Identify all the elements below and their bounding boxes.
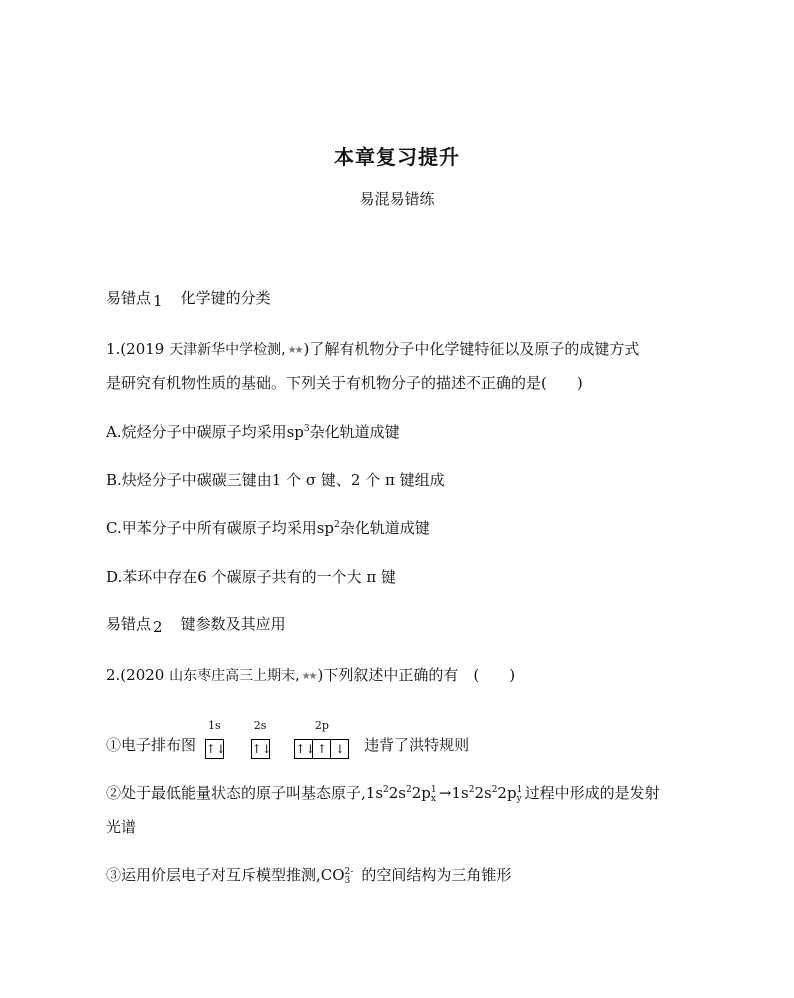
q1-option-a (106, 421, 400, 442)
orbital-2s-arrows: ↑↓ (251, 742, 272, 756)
s2-g: 过程中形成的是发射 (524, 784, 660, 802)
orbital-2s (251, 719, 272, 759)
s1-post: 违背了洪特规则 (364, 736, 470, 754)
difficulty-stars-icon: ★★ (301, 671, 316, 682)
q2-prefix: 2.(2020 (106, 666, 170, 684)
q1-source: 天津新华中学检测, (169, 342, 286, 358)
orbital-1s-box (205, 739, 224, 759)
s3-charge (344, 867, 357, 886)
q2-statement-2 (106, 782, 660, 803)
q2-text-1: )下列叙述中正确的有 ( ) (317, 666, 516, 684)
s2-b: 2s (388, 784, 406, 802)
s2-frac-y (516, 785, 525, 804)
s2-a: ②处于最低能量状态的原子叫基态原子,1s (106, 784, 384, 802)
s2-e: 2s (474, 784, 492, 802)
s2-frac-y-top: 1 (516, 785, 523, 795)
section-1-number: 1 (153, 292, 163, 310)
opt-c-post: 杂化轨道成键 (339, 519, 430, 537)
page-title: 本章复习提升 (334, 145, 460, 169)
s3-b: 的空间结构为三角锥形 (356, 866, 512, 884)
orbital-2p (294, 719, 349, 759)
opt-a-sup: 3 (303, 424, 310, 434)
q1-option-c (106, 517, 430, 538)
orbital-2p-box (294, 739, 349, 759)
section-2-heading (106, 613, 286, 634)
q2-statement-2-line-2: 光谱 (106, 818, 137, 836)
section-1-text: 化学键的分类 (180, 289, 271, 307)
s2-sup-1: 2 (383, 785, 389, 795)
s2-sup-4: 2 (491, 785, 498, 795)
section-2-label: 易错点 (106, 615, 152, 633)
s2-frac-y-bottom: y (516, 794, 522, 804)
q1-text-1: )了解有机物分子中化学键特征以及原子的成键方式 (303, 340, 640, 358)
opt-a-post: 杂化轨道成键 (309, 423, 400, 441)
s2-f: 2p (497, 784, 517, 802)
s2-c: 2p (411, 784, 431, 802)
q2-source: 山东枣庄高三上期末, (169, 668, 300, 684)
orbital-2p-arrows-2: ↑ (312, 740, 330, 758)
s3-charge-sub: 3 (344, 876, 351, 886)
orbital-2s-box (251, 739, 270, 759)
q2-statement-3 (106, 864, 511, 885)
s2-frac-x-bottom: x (430, 794, 436, 804)
opt-c-sup: 2 (334, 520, 340, 530)
s2-frac-x-top: 1 (430, 785, 437, 795)
orbital-2p-label: 2p (314, 719, 329, 732)
q1-line-2: 是研究有机物性质的基础。下列关于有机物分子的描述不正确的是( ) (106, 374, 583, 392)
section-1-label: 易错点 (106, 289, 152, 307)
s2-frac-x (430, 785, 439, 804)
page-subtitle: 易混易错练 (359, 190, 435, 208)
s2-d: →1s (438, 784, 469, 802)
difficulty-stars-icon: ★★ (287, 345, 302, 356)
q2-line-1 (106, 664, 515, 685)
orbital-1s (205, 719, 226, 759)
q1-prefix: 1.(2019 (106, 340, 170, 358)
opt-c-pre: C.甲苯分子中所有碳原子均采用sp (106, 519, 335, 537)
s1-pre: ①电子排布图 (106, 736, 197, 754)
section-2-number: 2 (153, 618, 163, 636)
s2-sup-3: 2 (468, 785, 475, 795)
s2-sup-2: 2 (406, 785, 412, 795)
orbital-1s-label: 1s (207, 719, 221, 732)
s3-charge-sup: 2- (344, 867, 354, 877)
orbital-2p-arrows-3: ↓ (330, 740, 348, 758)
section-1-heading (106, 287, 271, 308)
q1-option-b: B.炔烃分子中碳碳三键由1 个 σ 键、2 个 π 键组成 (106, 471, 445, 489)
q2-statement-1 (106, 719, 470, 759)
q1-option-d: D.苯环中存在6 个碳原子共有的一个大 π 键 (106, 568, 396, 586)
opt-a-pre: A.烷烃分子中碳原子均采用sp (106, 423, 304, 441)
orbital-2s-label: 2s (253, 719, 267, 732)
q1-line-1 (106, 338, 639, 359)
s3-a: ③运用价层电子对互斥模型推测,CO (106, 866, 345, 884)
orbital-2p-arrows-1: ↑↓ (295, 742, 316, 756)
orbital-1s-arrows: ↑↓ (205, 742, 226, 756)
section-2-text: 键参数及其应用 (180, 615, 286, 633)
